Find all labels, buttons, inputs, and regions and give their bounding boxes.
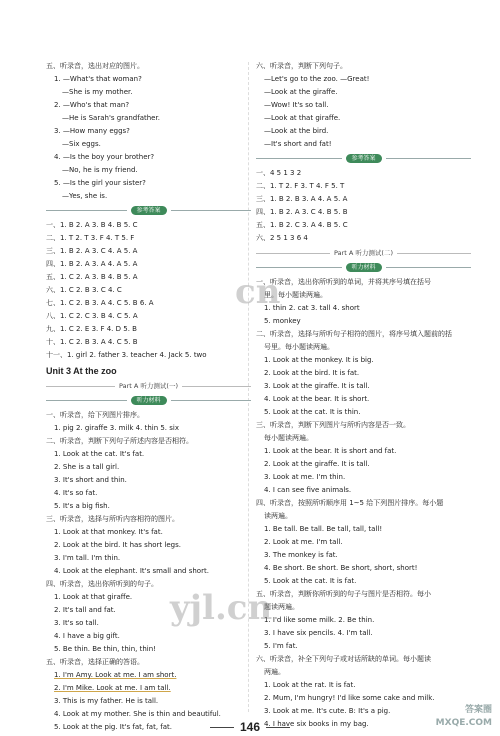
text-line: 读两遍。 (264, 512, 292, 520)
right-part-label: Part A 听力测试(二) (256, 247, 471, 260)
text-line: 4. It's so fat. (54, 489, 98, 497)
text-line: 4. I have six books in my bag. (264, 720, 369, 728)
text-line: —He is Sarah's grandfather. (62, 114, 160, 122)
text-line: 3. This is my father. He is tall. (54, 697, 159, 705)
text-line: 2. Look at the giraffe. It is tall. (264, 460, 370, 468)
text-line: 1. Look at that monkey. It's fat. (54, 528, 163, 536)
text-line: 5. Look at the pig. It's fat, fat, fat. (54, 723, 173, 731)
text-line: 2. Look at me. I'm tall. (264, 538, 343, 546)
text-line: 5. Be thin. Be thin, thin, thin! (54, 645, 156, 653)
text-line: 3. The monkey is fat. (264, 551, 338, 559)
text-line: 4. Look at the bear. It is short. (264, 395, 370, 403)
text-line: 3. I'm tall. I'm thin. (54, 554, 121, 562)
text-line: 4. —Is the boy your brother? (54, 153, 155, 161)
right-intro-block (256, 60, 471, 151)
text-line: 4. I have a big gift. (54, 632, 120, 640)
text-line: 5. Look at the cat. It is fat. (264, 577, 357, 585)
text-line: 八、1. C 2. C 3. B 4. C 5. A (46, 312, 138, 320)
left-answers-block (46, 219, 251, 362)
left-answers-banner (46, 205, 251, 216)
text-line: 一、听录音，选出你所听到的单词，并将其序号填在括号 (256, 278, 431, 286)
text-line: 1. thin 2. cat 3. tall 4. short (264, 304, 360, 312)
text-line: 2. I'm Mike. Look at me. I am tall. (54, 684, 171, 692)
text-line: 4. Look at the elephant. It's small and short. (54, 567, 209, 575)
text-line: —Six eggs. (62, 140, 101, 148)
answers-tag: 参考答案 (346, 154, 382, 163)
text-line: 5. I'm fat. (264, 642, 298, 650)
text-line: 二、听录音，判断下列句子所述内容是否相符。 (46, 437, 193, 445)
text-line: 五、1. B 2. C 3. A 4. B 5. C (256, 221, 348, 229)
text-line: 两遍。 (264, 668, 285, 676)
text-line: 4. Be short. Be short. Be short, short, short! (264, 564, 418, 572)
text-line: 四、1. B 2. A 3. C 4. B 5. B (256, 208, 348, 216)
text-line: 1. Look at that giraffe. (54, 593, 133, 601)
text-line: —Let's go to the zoo. —Great! (264, 75, 370, 83)
text-line: 一、1. B 2. A 3. B 4. B 5. C (46, 221, 138, 229)
text-line: —Look at the giraffe. (264, 88, 338, 96)
left-material-block (46, 409, 251, 734)
text-line: 3. Look at the giraffe. It is tall. (264, 382, 370, 390)
text-line: 四、1. B 2. A 3. A 4. A 5. A (46, 260, 138, 268)
text-line: —It's short and fat! (264, 140, 332, 148)
text-line: 4. I can see five animals. (264, 486, 352, 494)
right-column (256, 60, 471, 731)
text-line: 六、听录音，判断下列句子。 (256, 62, 347, 70)
text-line: 四、听录音，选出你所听到的句子。 (46, 580, 158, 588)
text-line: 2. Look at the bird. It is fat. (264, 369, 360, 377)
text-line: 2. She is a tall girl. (54, 463, 120, 471)
right-answers-block (256, 167, 471, 245)
text-line: 5. It's a big fish. (54, 502, 110, 510)
text-line: 1. I'm Amy. Look at me. I am short. (54, 671, 177, 679)
text-line: 每小题读两遍。 (264, 434, 313, 442)
text-line: 二、1. T 2. T 3. F 4. T 5. F (46, 234, 135, 242)
text-line: 三、1. B 2. B 3. A 4. A 5. A (256, 195, 348, 203)
text-line: 五、听录音，选出对应的图片。 (46, 62, 144, 70)
text-line: 五、听录音，选择正确的答语。 (46, 658, 144, 666)
text-line: —Yes, she is. (62, 192, 108, 200)
right-material-block (256, 276, 471, 731)
text-line: 3. Look at me. It's cute. B: It's a pig. (264, 707, 391, 715)
page-number: 146 (0, 720, 500, 734)
text-line: 3. I have six pencils. 4. I'm tall. (264, 629, 373, 637)
right-listening-banner (256, 262, 471, 273)
watermark: cn (235, 272, 281, 312)
answers-tag: 参考答案 (131, 206, 167, 215)
text-line: 3. —How many eggs? (54, 127, 130, 135)
text-line: 1. Look at the rat. It is fat. (264, 681, 356, 689)
text-line: 5. monkey (264, 317, 301, 325)
text-line: 1. pig 2. giraffe 3. milk 4. thin 5. six (54, 424, 179, 432)
text-line: 四、听录音，按照所听顺序用 1~5 给下列图片排序。每小题 (256, 499, 444, 507)
text-line: 六、1. C 2. B 3. C 4. C (46, 286, 122, 294)
text-line: 1. —What's that woman? (54, 75, 142, 83)
text-line: 里。每小题读两遍。 (264, 291, 327, 299)
text-line: 5. Look at the cat. It is thin. (264, 408, 361, 416)
text-line: 2. —Who's that man? (54, 101, 130, 109)
text-line: 2. Mum, I'm hungry! I'd like some cake and milk. (264, 694, 435, 702)
text-line: 九、1. C 2. E 3. F 4. D 5. B (46, 325, 137, 333)
text-line: 一、听录音，给下列图片排序。 (46, 411, 144, 419)
text-line: 六、听录音，补全下列句子或对话所缺的单词。每小题读 (256, 655, 431, 663)
text-line: 3. Look at me. I'm thin. (264, 473, 346, 481)
text-line: 题读两遍。 (264, 603, 299, 611)
text-line: 七、1. C 2. B 3. A 4. C 5. B 6. A (46, 299, 154, 307)
listening-tag: 听力材料 (131, 396, 167, 405)
text-line: 十、1. C 2. B 3. A 4. C 5. B (46, 338, 138, 346)
left-intro-block (46, 60, 251, 203)
left-listening-banner (46, 395, 251, 406)
unit-title: Unit 3 At the zoo (46, 366, 117, 376)
text-line: —Look at that giraffe. (264, 114, 341, 122)
text-line: 号里。每小题读两遍。 (264, 343, 334, 351)
right-answers-banner (256, 153, 471, 164)
text-line: 三、1. B 2. A 3. C 4. A 5. A (46, 247, 138, 255)
text-line: 三、听录音，选择与所听内容相符的图片。 (46, 515, 179, 523)
text-line: 1. Look at the cat. It's fat. (54, 450, 145, 458)
watermark: yjl.cn (170, 588, 273, 628)
text-line: 二、听录音，选择与所听句子相符的图片，将序号填入题前的括 (256, 330, 452, 338)
text-line: —Wow! It's so tall. (264, 101, 329, 109)
text-line: 1. Look at the bear. It is short and fat. (264, 447, 397, 455)
text-line: 4. Look at my mother. She is thin and beautiful. (54, 710, 221, 718)
text-line: 五、听录音，判断你所听到的句子与图片是否相符。每小 (256, 590, 431, 598)
site-logo: 答案圈 MXQE.COM (435, 705, 492, 728)
text-line: 一、4 5 1 3 2 (256, 169, 302, 177)
left-part-label: Part A 听力测试(一) (46, 380, 251, 393)
text-line: 3. It's so tall. (54, 619, 99, 627)
left-column (46, 60, 251, 734)
text-line: 2. Look at the bird. It has short legs. (54, 541, 181, 549)
text-line: 5. —Is the girl your sister? (54, 179, 146, 187)
text-line: —She is my mother. (62, 88, 133, 96)
text-line: 五、1. C 2. A 3. B 4. B 5. A (46, 273, 138, 281)
text-line: 2. It's tall and fat. (54, 606, 116, 614)
text-line: —No, he is my friend. (62, 166, 138, 174)
text-line: 二、1. T 2. F 3. T 4. F 5. T (256, 182, 345, 190)
text-line: 1. Look at the monkey. It is big. (264, 356, 374, 364)
text-line: 三、听录音，判断下列图片与所听内容是否一致。 (256, 421, 410, 429)
listening-tag: 听力材料 (346, 263, 382, 272)
text-line: 1. Be tall. Be tall. Be tall, tall, tall! (264, 525, 383, 533)
text-line: 3. It's short and thin. (54, 476, 127, 484)
text-line: 六、2 5 1 3 6 4 (256, 234, 308, 242)
text-line: 1. I'd like some milk. 2. Be thin. (264, 616, 375, 624)
text-line: —Look at the bird. (264, 127, 329, 135)
text-line: 十一、1. girl 2. father 3. teacher 4. Jack 5. two (46, 351, 207, 359)
